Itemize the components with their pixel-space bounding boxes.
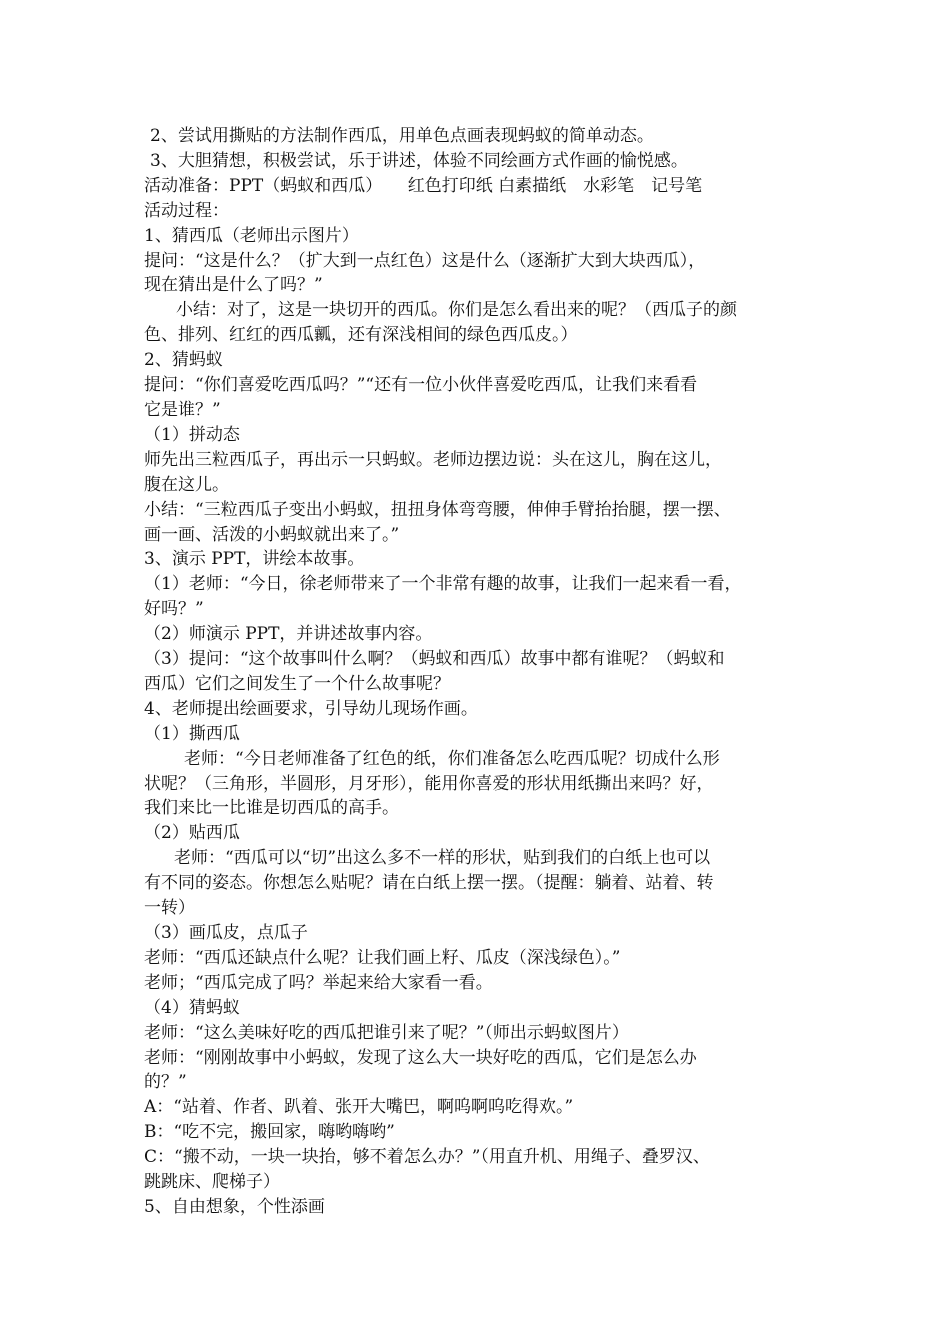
answer-c-line-1: C：“搬不动，一块一块抬，够不着怎么办？”（用直升机、用绳子、叠罗汉、: [144, 1147, 710, 1168]
step-4-sub-1-text-line-1: 老师：“今日老师准备了红色的纸，你们准备怎么吃西瓜呢？切成什么形: [184, 748, 720, 769]
step-1-question-line-1: 提问：“这是什么？（扩大到一点红色）这是什么（逐渐扩大到大块西瓜），: [144, 250, 706, 271]
step-3-sub-1-line-1: （1）老师：“今日，徐老师带来了一个非常有趣的故事，让我们一起来看一看，: [144, 574, 742, 595]
step-4-sub-3-text-2: 老师；“西瓜完成了吗？举起来给大家看一看。: [144, 972, 493, 993]
step-1-heading: 1、猜西瓜（老师出示图片）: [144, 225, 359, 246]
step-4-sub-1-text-line-2: 状呢？（三角形，半圆形，月牙形），能用你喜爱的形状用纸撕出来吗？好，: [144, 773, 714, 794]
answer-c-line-2: 跳跳床、爬梯子）: [144, 1172, 280, 1193]
step-4-sub-3-text-1: 老师：“西瓜还缺点什么呢？让我们画上籽、瓜皮（深浅绿色）。”: [144, 947, 621, 968]
activity-preparation: 活动准备：PPT（蚂蚁和西瓜） 红色打印纸 白素描纸 水彩笔 记号笔: [144, 175, 703, 196]
step-4-sub-4-text-1: 老师：“这么美味好吃的西瓜把谁引来了呢？”（师出示蚂蚁图片）: [144, 1022, 629, 1043]
answer-a: A：“站着、作者、趴着、张开大嘴巴，啊呜啊呜吃得欢。”: [144, 1097, 574, 1118]
step-2-question-line-1: 提问：“你们喜爱吃西瓜吗？”“还有一位小伙伴喜爱吃西瓜，让我们来看看: [144, 375, 698, 396]
step-2-sub-1-text-line-2: 腹在这儿。: [144, 474, 229, 495]
step-4-sub-4-text-2-line-2: 的？”: [144, 1072, 187, 1093]
step-4-heading: 4、老师提出绘画要求，引导幼儿现场作画。: [144, 698, 478, 719]
step-4-sub-2-text-line-3: 一转）: [144, 898, 195, 919]
step-2-sub-1-heading: （1）拼动态: [144, 424, 240, 445]
goal-3: 3、大胆猜想，积极尝试，乐于讲述，体验不同绘画方式作画的愉悦感。: [150, 150, 688, 171]
step-4-sub-1-heading: （1）撕西瓜: [144, 723, 240, 744]
step-3-sub-3-line-2: 西瓜）它们之间发生了一个什么故事呢？: [144, 673, 450, 694]
goal-2: 2、尝试用撕贴的方法制作西瓜，用单色点画表现蚂蚁的简单动态。: [150, 126, 654, 146]
document-page: [144, 124, 829, 1220]
step-2-question-line-2: 它是谁？”: [144, 399, 221, 420]
step-3-sub-2: （2）师演示 PPT，并讲述故事内容。: [144, 624, 433, 645]
step-1-summary-line-1: 小结：对了，这是一块切开的西瓜。你们是怎么看出来的呢？（西瓜子的颜: [176, 300, 737, 321]
step-2-sub-1-text-line-1: 师先出三粒西瓜子，再出示一只蚂蚁。老师边摆边说：头在这儿，胸在这儿，: [144, 449, 722, 470]
step-2-summary-line-2: 画一画、活泼的小蚂蚁就出来了。”: [144, 524, 400, 545]
step-4-sub-2-text-line-2: 有不同的姿态。你想怎么贴呢？请在白纸上摆一摆。（提醒：躺着、站着、转: [144, 873, 714, 894]
step-1-summary-line-2: 色、排列、红红的西瓜瓤，还有深浅相间的绿色西瓜皮。）: [144, 325, 578, 346]
step-4-sub-2-text-line-1: 老师：“西瓜可以“切”出这么多不一样的形状，贴到我们的白纸上也可以: [174, 848, 711, 869]
step-3-sub-1-line-2: 好吗？”: [144, 599, 204, 620]
activity-process-heading: 活动过程：: [144, 200, 229, 221]
step-5-heading: 5、自由想象，个性添画: [144, 1196, 325, 1217]
step-4-sub-3-heading: （3）画瓜皮，点瓜子: [144, 923, 308, 943]
step-4-sub-2-heading: （2）贴西瓜: [144, 823, 240, 844]
step-2-summary-line-1: 小结：“三粒西瓜子变出小蚂蚁，扭扭身体弯弯腰，伸伸手臂抬抬腿，摆一摆、: [144, 499, 731, 520]
step-2-heading: 2、猜蚂蚁: [144, 350, 223, 371]
step-3-sub-3-line-1: （3）提问：“这个故事叫什么啊？（蚂蚁和西瓜）故事中都有谁呢？（蚂蚁和: [144, 649, 725, 670]
step-3-heading: 3、演示 PPT，讲绘本故事。: [144, 549, 365, 570]
step-4-sub-1-text-line-3: 我们来比一比谁是切西瓜的高手。: [144, 798, 399, 819]
step-1-question-line-2: 现在猜出是什么了吗？”: [144, 275, 323, 296]
step-4-sub-4-heading: （4）猜蚂蚁: [144, 997, 240, 1018]
step-4-sub-4-text-2-line-1: 老师：“刚刚故事中小蚂蚁，发现了这么大一块好吃的西瓜，它们是怎么办: [144, 1047, 697, 1068]
answer-b: B：“吃不完，搬回家，嗨哟嗨哟”: [144, 1122, 395, 1143]
